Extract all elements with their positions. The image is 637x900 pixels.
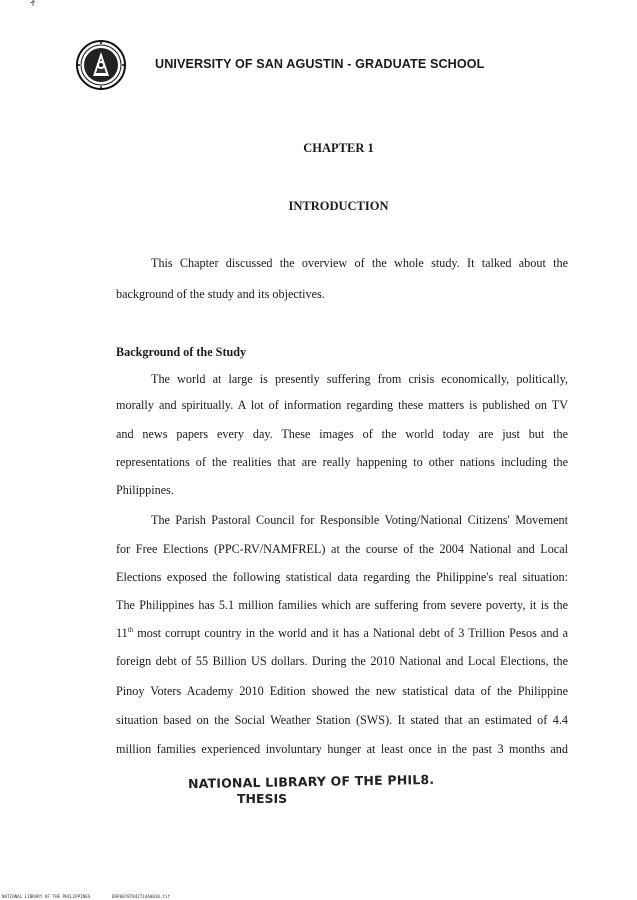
paragraph-line: The world at large is presently suffering from crisis economically, politically,: [151, 372, 568, 386]
paragraph-line: Pinoy Voters Academy 2010 Edition showed the new statistical data of the Philippine: [116, 684, 568, 698]
paragraph-line: for Free Elections (PPC-RV/NAMFREL) at the course of the 2004 National and Local: [116, 542, 568, 556]
paragraph-line: Elections exposed the following statistical data regarding the Philippine's real situation:: [116, 570, 568, 584]
paragraph-line: morally and spiritually. A lot of information regarding these matters is published on TV: [116, 398, 568, 412]
chapter-number: CHAPTER 1: [303, 141, 374, 155]
paragraph-line: [116, 626, 568, 641]
paragraph-line: Philippines.: [116, 483, 174, 497]
ordinal-suffix: th: [127, 625, 134, 634]
footer-file-id: BSP00707042714A0010.tif: [112, 894, 170, 899]
corner-mark: [30, 0, 36, 6]
intro-paragraph-line: This Chapter discussed the overview of the whole study. It talked about the: [151, 256, 568, 270]
section-heading: Background of the Study: [116, 345, 247, 359]
paragraph-line: foreign debt of 55 Billion US dollars. During the 2010 National and Local Elections, the: [116, 654, 568, 668]
library-stamp: NATIONAL LIBRARY OF THE PHIL8.: [187, 771, 435, 792]
paragraph-line: The Parish Pastoral Council for Responsible Voting/National Citizens' Movement: [151, 513, 568, 527]
paragraph-line: and news papers every day. These images of the world today are just but the: [116, 427, 568, 441]
thesis-stamp: THESIS: [237, 791, 288, 806]
paragraph-line-rest: most corrupt country in the world and it has a National debt of 3 Trillion Pesos and a: [133, 626, 568, 640]
paragraph-line: million families experienced involuntary hunger at least once in the past 3 months and: [116, 742, 568, 756]
paragraph-line: situation based on the Social Weather Station (SWS). It stated that an estimated of 4.4: [116, 713, 568, 727]
paragraph-line: The Philippines has 5.1 million families which are suffering from severe poverty, it is the: [116, 598, 568, 612]
university-seal-icon: [76, 40, 126, 90]
intro-paragraph-line: background of the study and its objectives.: [116, 287, 325, 301]
footer-library-label: NATIONAL LIBRARY OF THE PHILIPPINES: [2, 894, 91, 899]
ordinal-number: 11: [116, 626, 128, 640]
chapter-title: INTRODUCTION: [288, 199, 389, 213]
university-title: UNIVERSITY OF SAN AGUSTIN - GRADUATE SCHOOL: [155, 57, 485, 71]
paragraph-line: representations of the realities that are really happening to other nations including the: [116, 455, 568, 469]
